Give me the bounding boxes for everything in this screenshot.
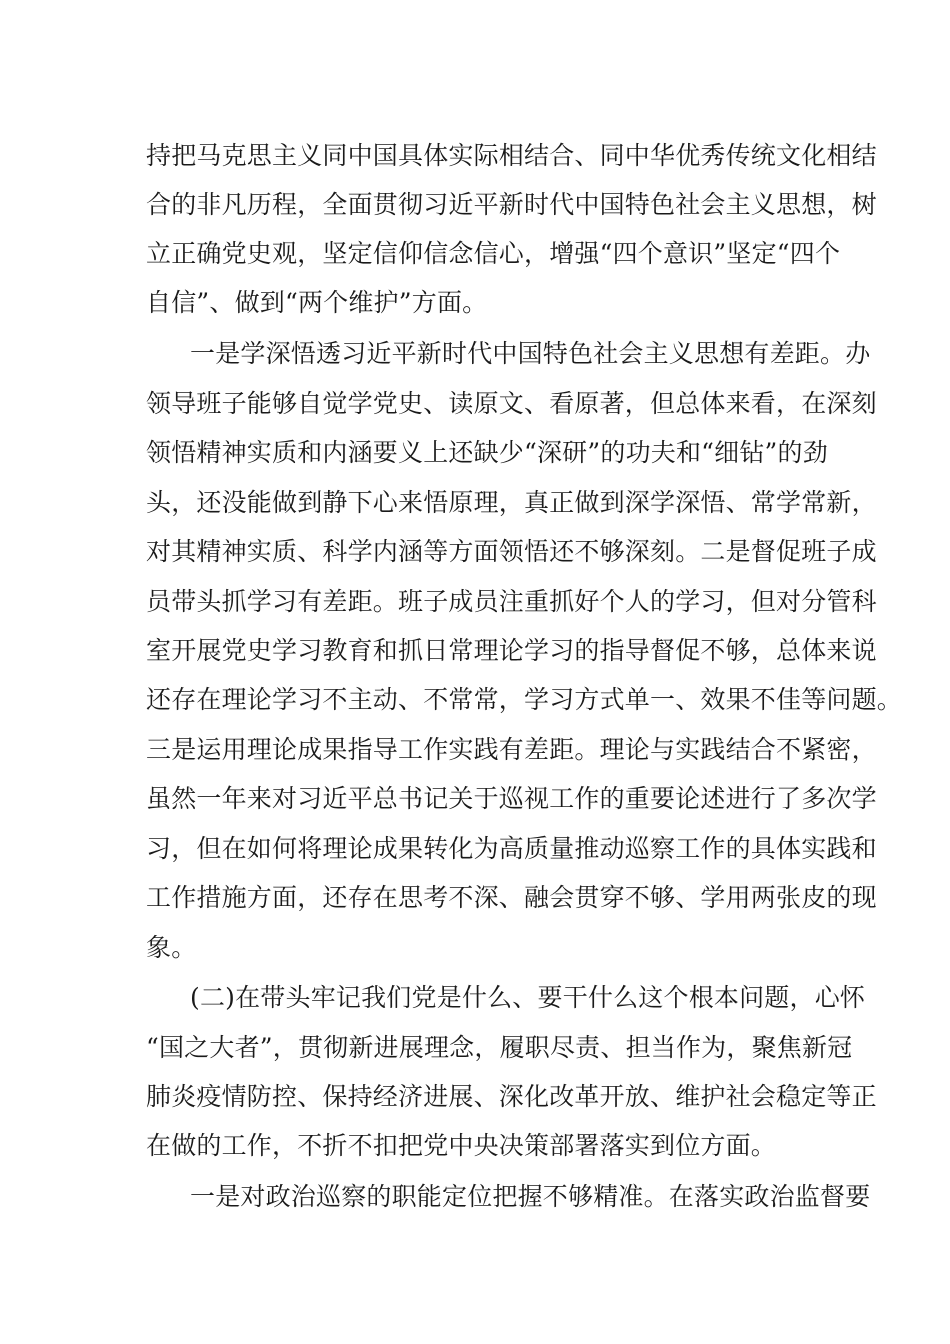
text-line: 对其精神实质、科学内涵等方面领悟还不够深刻。二是督促班子成 (146, 537, 877, 566)
text-line: 领悟精神实质和内涵要义上还缺少“深研”的功夫和“细钻”的劲 (146, 438, 828, 467)
text-line: 头，还没能做到静下心来悟原理，真正做到深学深悟、常学常新， (146, 488, 877, 517)
text-line: (二)在带头牢记我们党是什么、要干什么这个根本问题，心怀 (190, 983, 866, 1012)
text-line: 象。 (146, 933, 197, 962)
text-line: 合的非凡历程，全面贯彻习近平新时代中国特色社会主义思想，树 (146, 190, 877, 219)
text-line: 三是运用理论成果指导工作实践有差距。理论与实践结合不紧密， (146, 735, 877, 764)
text-line: 自信”、做到“两个维护”方面。 (146, 288, 488, 317)
text-line: “国之大者”，贯彻新进展理念，履职尽责、担当作为，聚焦新冠 (146, 1033, 853, 1062)
text-line: 工作措施方面，还存在思考不深、融会贯穿不够、学用两张皮的现 (146, 883, 877, 912)
text-line: 立正确党史观，坚定信仰信念信心，增强“四个意识”坚定“四个 (146, 239, 841, 268)
text-line: 习，但在如何将理论成果转化为高质量推动巡察工作的具体实践和 (146, 834, 877, 863)
text-line: 持把马克思主义同中国具体实际相结合、同中华优秀传统文化相结 (146, 141, 877, 170)
text-line: 在做的工作，不折不扣把党中央决策部署落实到位方面。 (146, 1131, 777, 1160)
text-line: 一是学深悟透习近平新时代中国特色社会主义思想有差距。办 (190, 339, 871, 368)
text-line: 肺炎疫情防控、保持经济进展、深化改革开放、维护社会稳定等正 (146, 1082, 877, 1111)
text-line: 还存在理论学习不主动、不常常，学习方式单一、效果不佳等问题。 (146, 685, 903, 714)
text-line: 室开展党史学习教育和抓日常理论学习的指导督促不够，总体来说 (146, 636, 877, 665)
text-line: 一是对政治巡察的职能定位把握不够精准。在落实政治监督要 (190, 1182, 871, 1211)
text-line: 虽然一年来对习近平总书记关于巡视工作的重要论述进行了多次学 (146, 784, 877, 813)
text-line: 领导班子能够自觉学党史、读原文、看原著，但总体来看，在深刻 (146, 389, 877, 418)
text-line: 员带头抓学习有差距。班子成员注重抓好个人的学习，但对分管科 (146, 587, 877, 616)
